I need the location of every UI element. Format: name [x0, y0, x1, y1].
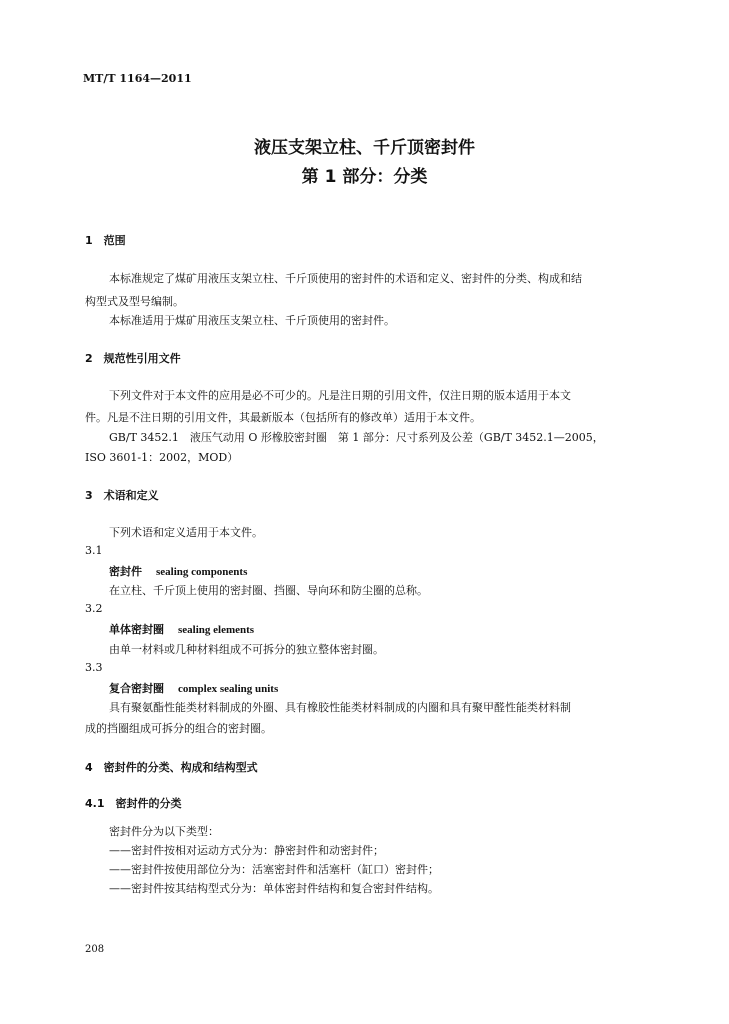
classification-item-2: ——密封件按使用部位分为：活塞密封件和活塞杆（缸口）密封件； — [109, 863, 439, 876]
term-3-3-definition-line-1: 具有聚氨酯性能类材料制成的外圈、具有橡胶性能类材料制成的内圈和具有聚甲醛性能类材料制 — [109, 701, 571, 714]
section-4-1-heading: 4.1 密封件的分类 — [85, 797, 182, 810]
term-3-1-title — [109, 563, 247, 579]
section-3-intro: 下列术语和定义适用于本文件。 — [109, 526, 263, 539]
classification-item-3: ——密封件按其结构型式分为：单体密封件结构和复合密封件结构。 — [109, 882, 439, 895]
document-title: 液压支架立柱、千斤顶密封件 — [254, 138, 475, 158]
normative-reference-line-2: ISO 3601-1：2002，MOD） — [85, 451, 239, 464]
page-number: 208 — [85, 944, 105, 955]
term-3-3-english: complex sealing units — [178, 683, 279, 695]
section-3-heading: 3 术语和定义 — [85, 489, 159, 502]
term-3-2-title — [109, 621, 254, 637]
term-3-1-definition: 在立柱、千斤顶上使用的密封圈、挡圈、导向环和防尘圈的总称。 — [109, 584, 428, 597]
classification-item-1: ——密封件按相对运动方式分为：静密封件和动密封件； — [109, 844, 384, 857]
term-3-3-definition-line-2: 成的挡圈组成可拆分的组合的密封圈。 — [85, 722, 272, 735]
section-1-paragraph-1-line-2: 构型式及型号编制。 — [85, 295, 184, 308]
term-3-1-english: sealing components — [156, 566, 248, 578]
document-subtitle: 第 1 部分：分类 — [301, 167, 428, 187]
term-3-3-title — [109, 680, 278, 696]
section-1-heading: 1 范围 — [85, 234, 126, 247]
section-2-heading: 2 规范性引用文件 — [85, 352, 181, 365]
section-4-1-intro: 密封件分为以下类型： — [109, 825, 219, 838]
term-3-2-english: sealing elements — [178, 624, 255, 636]
section-2-paragraph-line-1: 下列文件对于本文件的应用是必不可少的。凡是注日期的引用文件，仅注日期的版本适用于本文 — [109, 389, 571, 402]
section-1-paragraph-1-line-1: 本标准规定了煤矿用液压支架立柱、千斤顶使用的密封件的术语和定义、密封件的分类、构成和结 — [109, 272, 582, 285]
section-4-heading: 4 密封件的分类、构成和结构型式 — [85, 761, 258, 774]
term-3-3-chinese: 复合密封圈 — [109, 682, 164, 695]
term-3-1-chinese: 密封件 — [109, 565, 142, 578]
standard-code-header: MT/T 1164—2011 — [83, 72, 192, 85]
term-3-1-number: 3.1 — [85, 544, 103, 557]
section-1-paragraph-2: 本标准适用于煤矿用液压支架立柱、千斤顶使用的密封件。 — [109, 314, 395, 327]
term-3-2-chinese: 单体密封圈 — [109, 623, 164, 636]
section-2-paragraph-line-2: 件。凡是不注日期的引用文件，其最新版本（包括所有的修改单）适用于本文件。 — [85, 411, 481, 424]
term-3-3-number: 3.3 — [85, 661, 103, 674]
term-3-2-number: 3.2 — [85, 602, 103, 615]
normative-reference-line-1: GB/T 3452.1 液压气动用 O 形橡胶密封圈 第 1 部分：尺寸系列及公差（GB/T 3452.1—2005， — [109, 431, 604, 444]
term-3-2-definition: 由单一材料或几种材料组成不可拆分的独立整体密封圈。 — [109, 643, 384, 656]
